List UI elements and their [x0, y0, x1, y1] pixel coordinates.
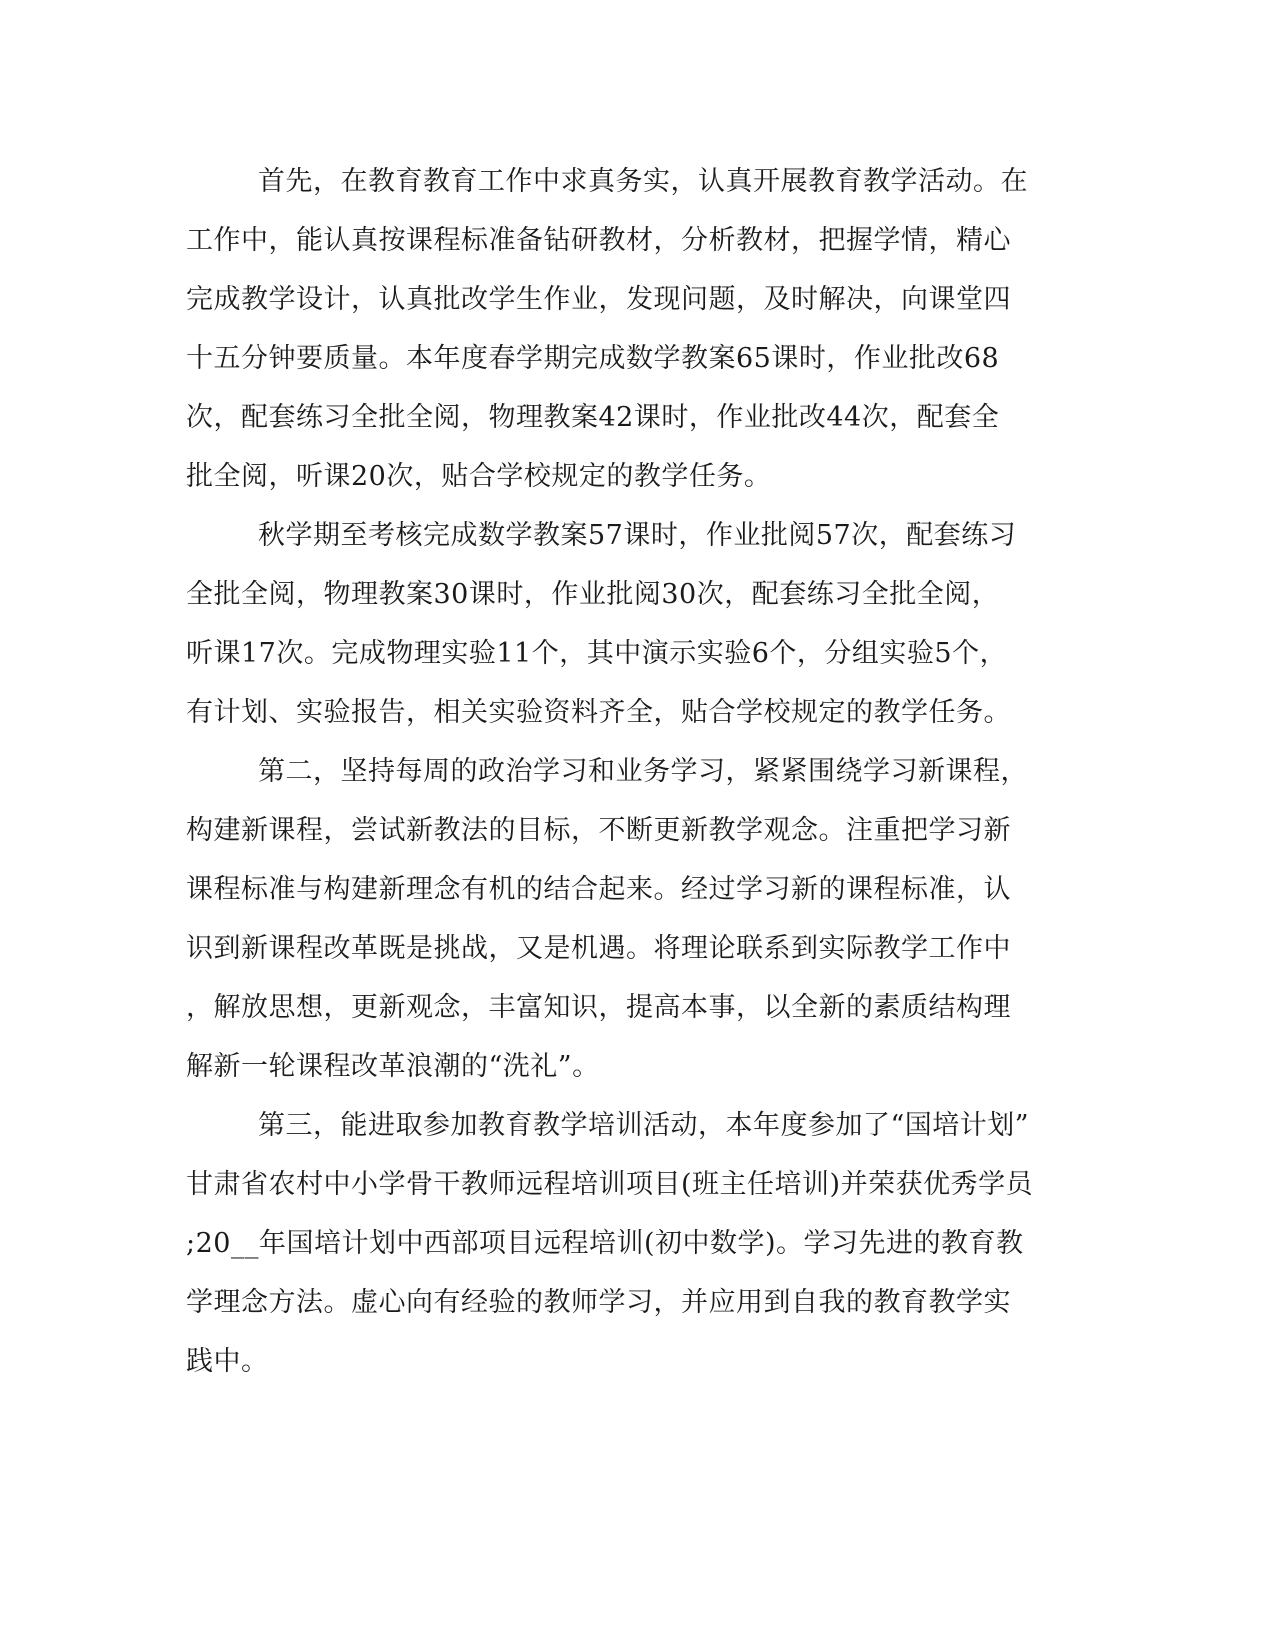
paragraph-3-line-4: 识到新课程改革既是挑战，又是机遇。将理论联系到实际教学工作中	[186, 933, 1011, 964]
paragraph-1-line-5: 次，配套练习全批全阅，物理教案42课时，作业批改44次，配套全	[186, 402, 1000, 433]
paragraph-3-line-2: 构建新课程，尝试新教法的目标，不断更新教学观念。注重把学习新	[186, 815, 1011, 846]
paragraph-4-line-4: 学理念方法。虚心向有经验的教师学习，并应用到自我的教育教学实	[186, 1287, 1011, 1318]
paragraph-2-line-3: 听课17次。完成物理实验11个，其中演示实验6个，分组实验5个，	[186, 638, 1008, 669]
paragraph-1-line-3: 完成教学设计，认真批改学生作业，发现问题，及时解决，向课堂四	[186, 284, 1011, 315]
paragraph-4-line-1: 第三，能进取参加教育教学培训活动，本年度参加了“国培计划”	[258, 1110, 1030, 1141]
paragraph-4-line-3: ;20__年国培计划中西部项目远程培训(初中数学)。学习先进的教育教	[186, 1228, 1024, 1259]
paragraph-1-line-4: 十五分钟要质量。本年度春学期完成数学教案65课时，作业批改68	[186, 343, 1000, 374]
paragraph-1-line-1: 首先，在教育教育工作中求真务实，认真开展教育教学活动。在	[258, 166, 1028, 197]
paragraph-4-line-2: 甘肃省农村中小学骨干教师远程培训项目(班主任培训)并荣获优秀学员	[186, 1169, 1034, 1200]
paragraph-3-line-6: 解新一轮课程改革浪潮的“洗礼”。	[186, 1051, 600, 1082]
paragraph-2-line-4: 有计划、实验报告，相关实验资料齐全，贴合学校规定的教学任务。	[186, 697, 1011, 728]
paragraph-2-line-2: 全批全阅，物理教案30课时，作业批阅30次，配套练习全批全阅，	[186, 579, 1000, 610]
paragraph-3-line-3: 课程标准与构建新理念有机的结合起来。经过学习新的课程标准，认	[186, 874, 1011, 905]
paragraph-3-line-5: ，解放思想，更新观念，丰富知识，提高本事，以全新的素质结构理	[186, 992, 1011, 1023]
paragraph-2-line-1: 秋学期至考核完成数学教案57课时，作业批阅57次，配套练习	[258, 520, 1017, 551]
paragraph-1-line-2: 工作中，能认真按课程标准备钻研教材，分析教材，把握学情，精心	[186, 225, 1011, 256]
paragraph-4-line-5: 践中。	[186, 1346, 269, 1377]
paragraph-1-line-6: 批全阅，听课20次，贴合学校规定的教学任务。	[186, 461, 772, 492]
paragraph-3-line-1: 第二，坚持每周的政治学习和业务学习，紧紧围绕学习新课程，	[258, 756, 1028, 787]
